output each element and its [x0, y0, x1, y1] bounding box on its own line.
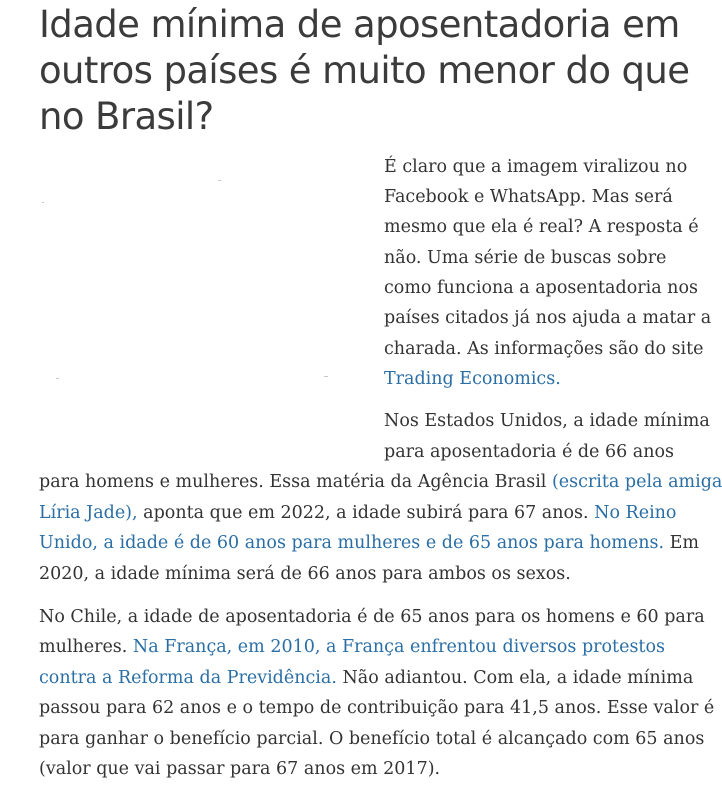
link-reino-unido-cont[interactable]: Unido, a idade é de 60 anos para mulheres e de 65 anos para homens. [39, 533, 665, 553]
link-reforma-previdencia[interactable]: contra a Reforma da Previdência. [39, 668, 337, 688]
text-line [39, 528, 699, 559]
text-line [39, 663, 693, 694]
text-line: 2020, a idade mínima será de 66 anos para ambos os sexos. [39, 564, 571, 584]
link-franca-protestos[interactable]: Na França, em 2010, a França enfrentou diversos protestos [132, 637, 665, 657]
text-span: aponta que em 2022, a idade subirá para 67 anos. [137, 503, 595, 523]
link-liria-jade[interactable]: Líria Jade), [39, 503, 138, 523]
text-line: É claro que a imagem viralizou no [384, 157, 688, 177]
text-line: passou para 62 anos e o tempo de contribuição para 41,5 anos. Esse valor é [39, 698, 715, 718]
text-line: No Chile, a idade de aposentadoria é de 65 anos para os homens e 60 para [39, 607, 705, 627]
text-line: mesmo que ela é real? A resposta é [384, 217, 699, 237]
text-line: Nos Estados Unidos, a idade mínima [384, 411, 710, 431]
title-line: Idade mínima de aposentadoria em [39, 3, 680, 46]
text-line: como funciona a aposentadoria nos [384, 278, 698, 298]
link-trading-economics[interactable]: Trading Economics. [384, 369, 561, 389]
text-span: mulheres. [39, 637, 133, 657]
text-line: para ganhar o benefício parcial. O benefício total é alcançado com 65 anos [39, 729, 705, 749]
text-span: para homens e mulheres. Essa matéria da Agência Brasil [39, 472, 552, 492]
text-span: Não adiantou. Com ela, a idade mínima [336, 668, 694, 688]
text-line: Facebook e WhatsApp. Mas será [384, 187, 673, 207]
text-line: (valor que vai passar para 67 anos em 2017). [39, 759, 441, 779]
article-title [39, 2, 709, 140]
text-line [39, 498, 676, 529]
title-line: outros países é muito menor do que [39, 49, 690, 92]
text-line [39, 632, 665, 663]
text-line: para aposentadoria é de 66 anos [384, 442, 675, 462]
text-line: países citados já nos ajuda a matar a [384, 308, 712, 328]
text-line: não. Uma série de buscas sobre [384, 248, 667, 268]
text-line: charada. As informações são do site [384, 339, 704, 359]
title-line: no Brasil? [39, 95, 214, 138]
link-reino-unido[interactable]: No Reino [594, 503, 677, 523]
text-span: Em [664, 533, 699, 553]
link-escrita-pela-amiga[interactable]: (escrita pela amiga [551, 472, 722, 492]
text-line [39, 467, 722, 498]
article-image [40, 158, 362, 448]
